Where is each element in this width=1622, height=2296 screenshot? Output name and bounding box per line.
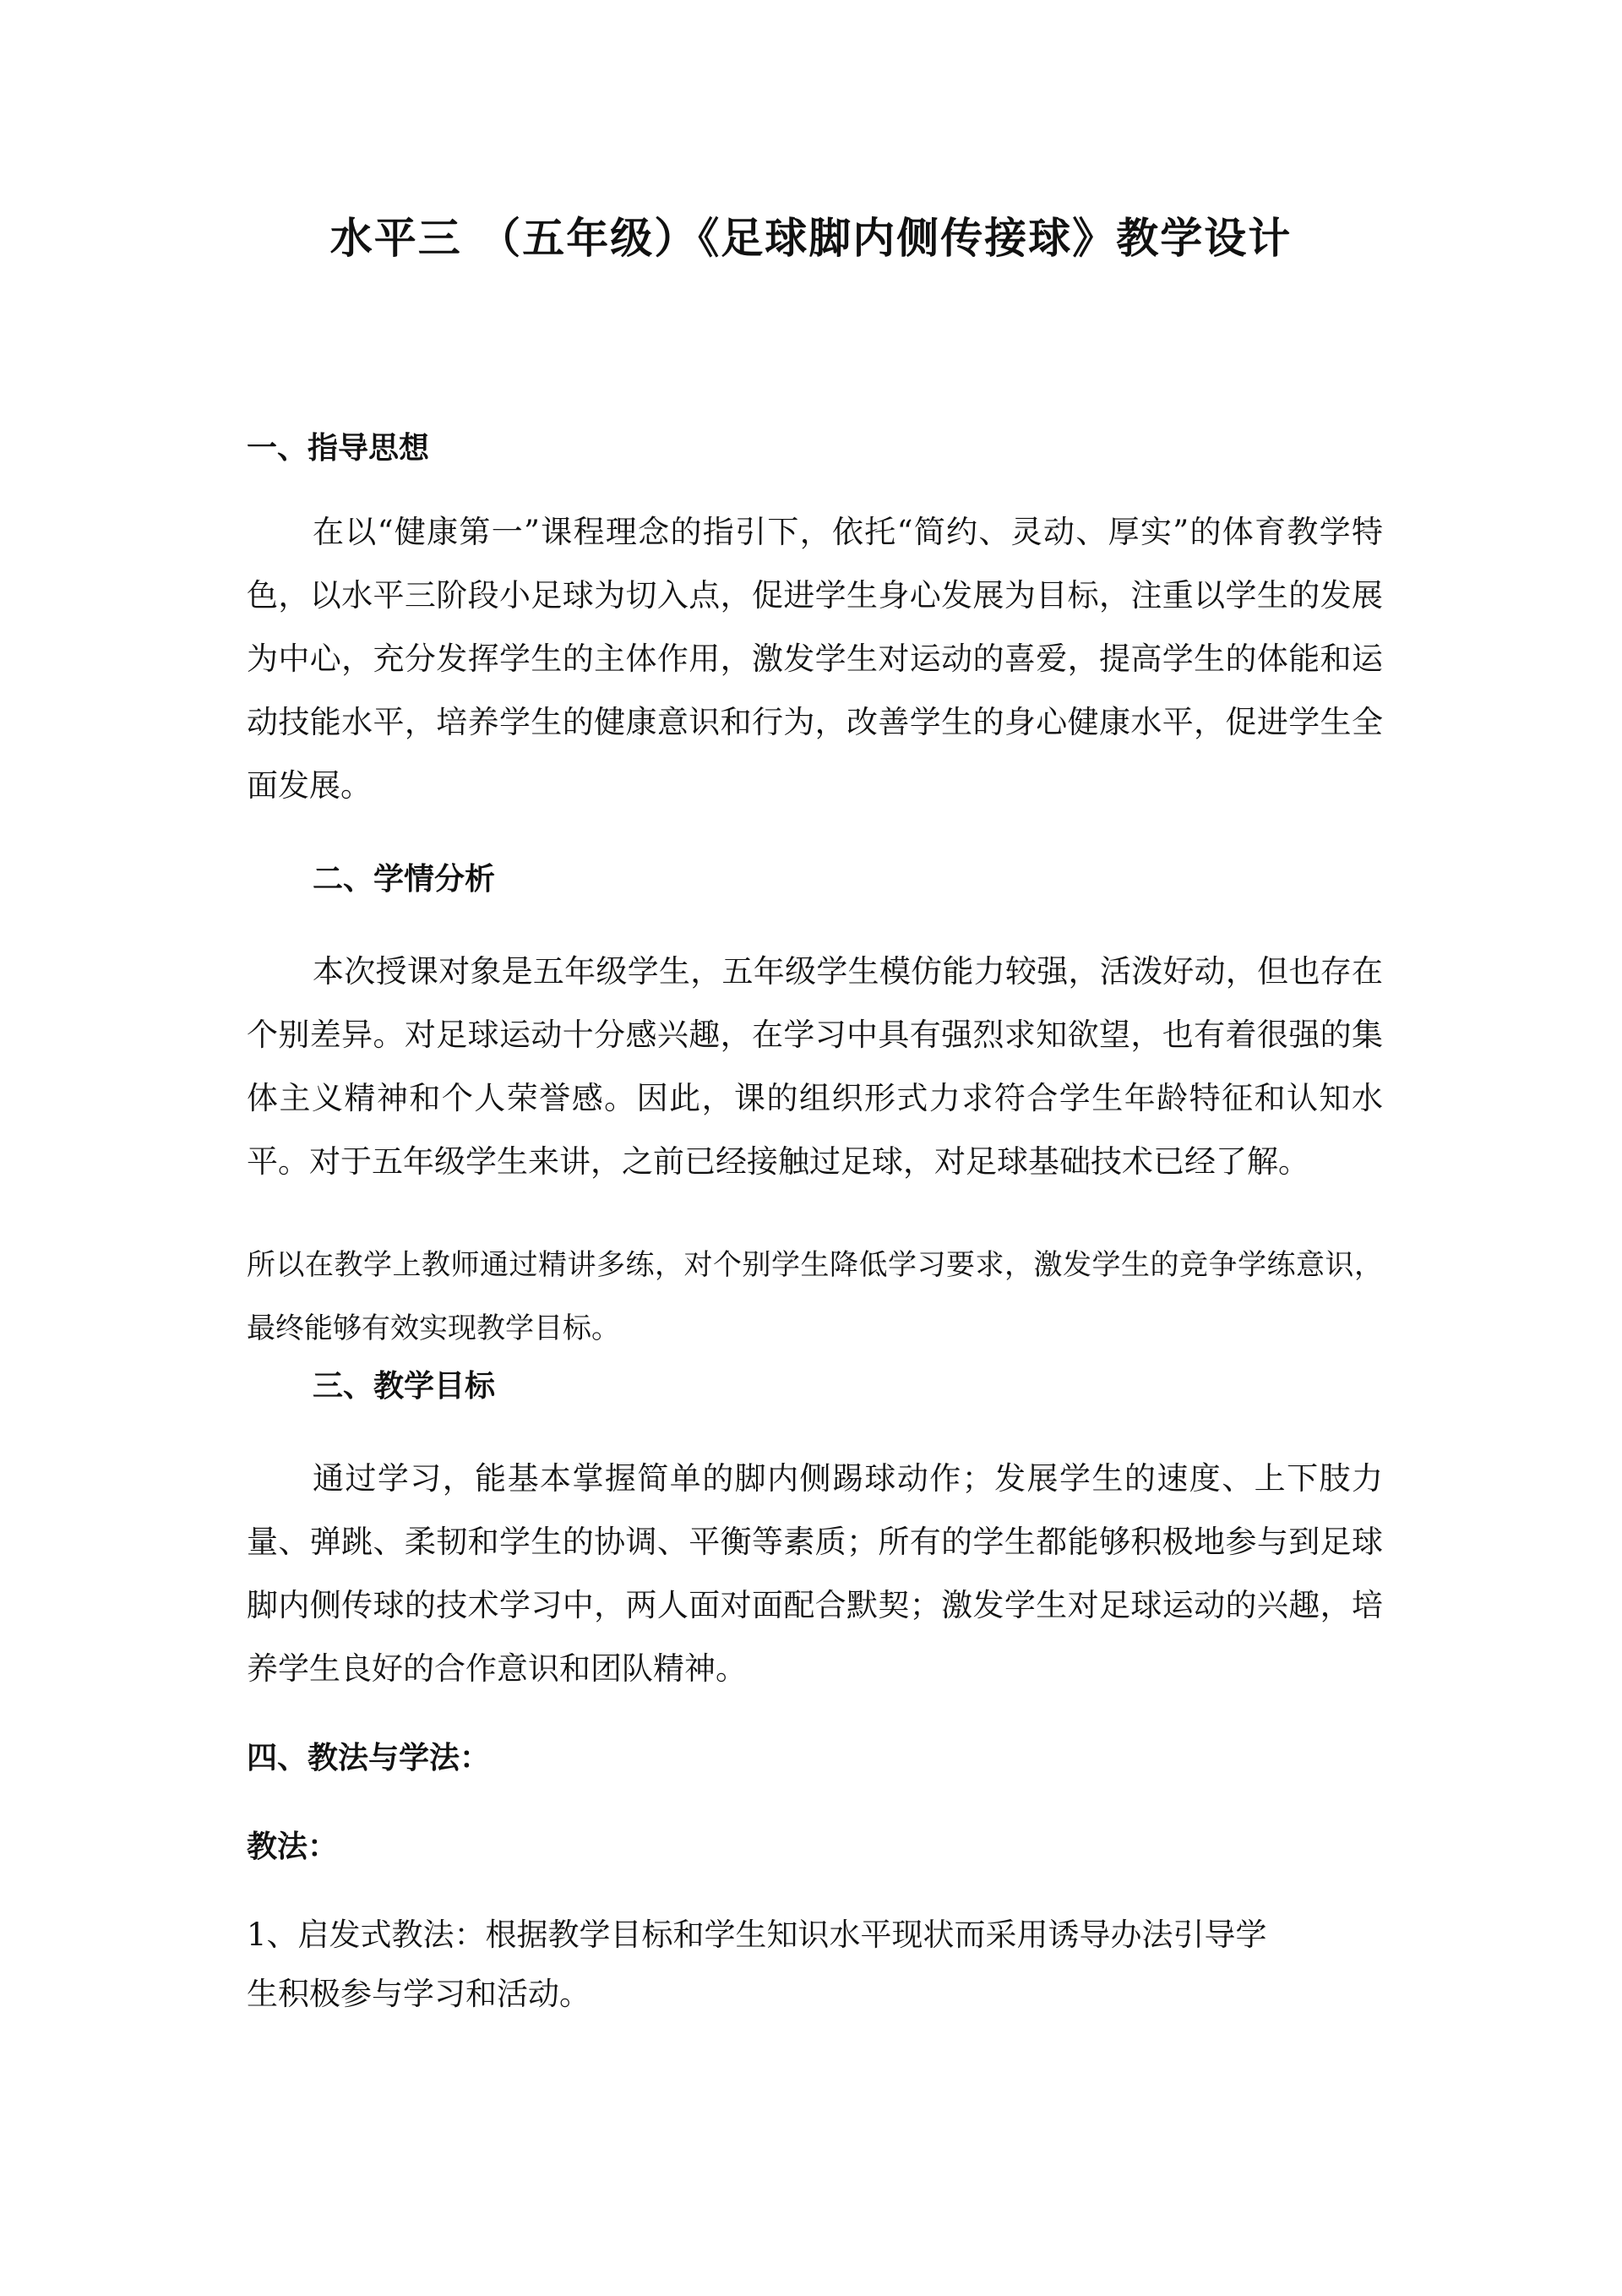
document-title: 水平三 （五年级）《足球脚内侧传接球》教学设计	[329, 213, 1293, 263]
subheading-teaching-methods: 教法：	[247, 1829, 339, 1864]
method-item-1-line-1: 1、启发式教法：根据教学目标和学生知识水平现状而采用诱导办法引导学	[247, 1917, 1267, 1953]
section-paragraph-learner-analysis: 本次授课对象是五年级学生，五年级学生模仿能力较强，活泼好动，但也存在个别差异。对足球运动十分感兴趣，在学习中具有强烈求知欲望，也有着很强的集体主义精神和个人荣誉感。因此，课的组织形式力求符合学生年龄特征和认知水平。对于五年级学生来讲，之前已经接触过足球，对足球基础技术已经了解。	[247, 953, 1383, 1180]
method-item-1-line-2: 生积极参与学习和活动。	[247, 1976, 591, 2012]
section-paragraph-teaching-objectives: 通过学习，能基本掌握简单的脚内侧踢球动作；发展学生的速度、上下肢力量、弹跳、柔韧和学生的协调、平衡等素质；所有的学生都能够积极地参与到足球脚内侧传球的技术学习中，两人面对面配合默契；激发学生对足球运动的兴趣，培养学生良好的合作意识和团队精神。	[247, 1460, 1383, 1687]
section-heading-learner-analysis: 二、学情分析	[313, 861, 496, 897]
section-paragraph-learner-analysis-continued: 所以在教学上教师通过精讲多练，对个别学生降低学习要求，激发学生的竞争学练意识，最终能够有效实现教学目标。	[247, 1248, 1383, 1345]
section-paragraph-guiding-ideology: 在以“健康第一”课程理念的指引下，依托“简约、灵动、厚实”的体育教学特色，以水平三阶段小足球为切入点，促进学生身心发展为目标，注重以学生的发展为中心，充分发挥学生的主体作用，激发学生对运动的喜爱，提高学生的体能和运动技能水平，培养学生的健康意识和行为，改善学生的身心健康水平，促进学生全面发展。	[247, 514, 1383, 804]
section-heading-guiding-ideology: 一、指导思想	[247, 430, 430, 466]
section-heading-teaching-objectives: 三、教学目标	[313, 1368, 496, 1404]
section-heading-methods: 四、教法与学法：	[247, 1740, 491, 1775]
